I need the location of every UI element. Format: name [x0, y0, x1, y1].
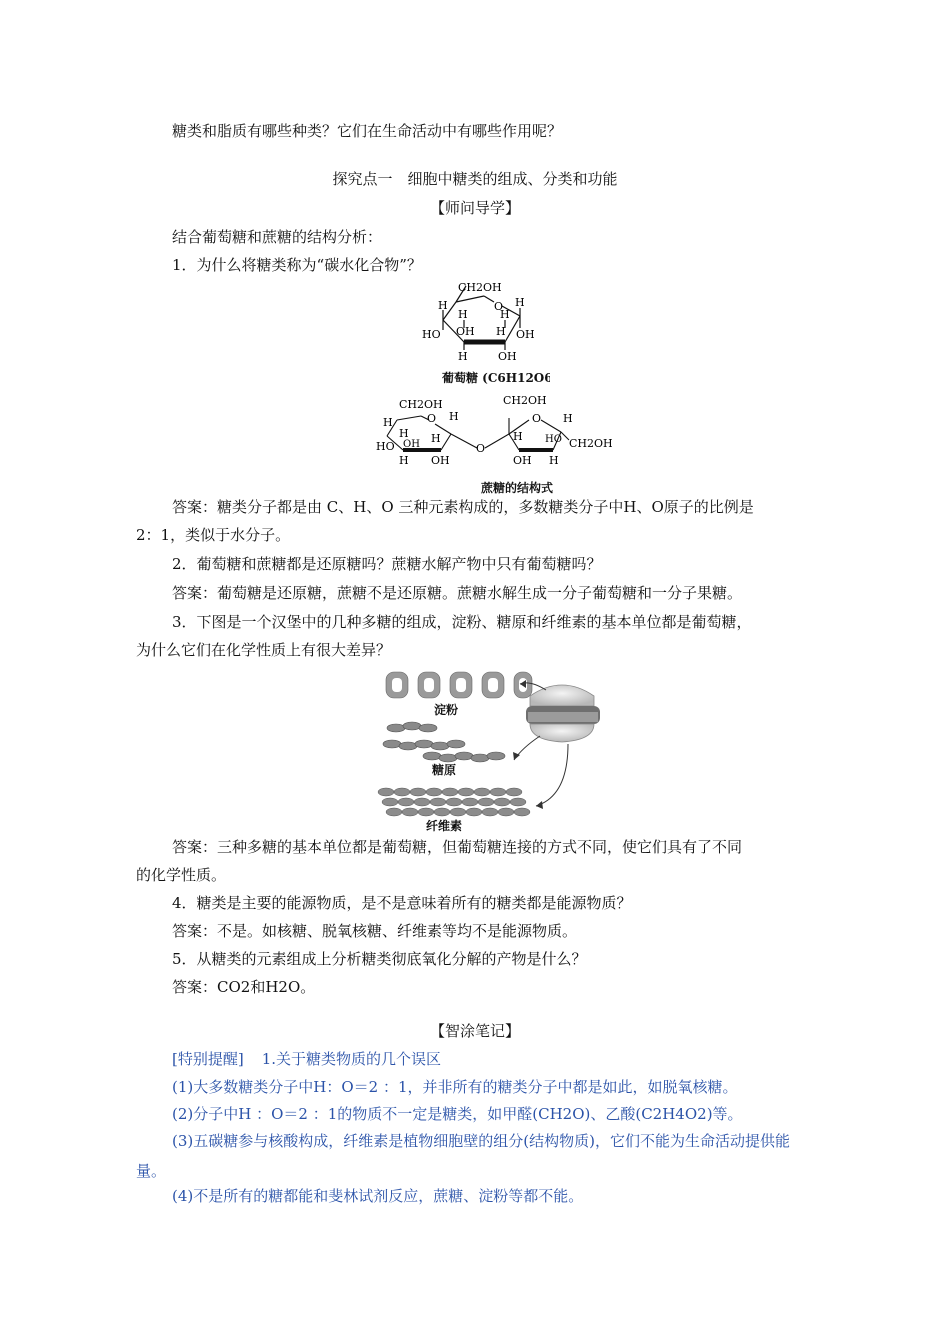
sucrose-structure-figure	[373, 392, 613, 498]
atom-ch2oh: CH2OH	[569, 437, 613, 450]
atom-h: H	[431, 432, 441, 445]
atom-h: H	[449, 410, 459, 423]
atom-oh: OH	[498, 350, 517, 363]
answer-2: 答案：葡萄糖是还原糖，蔗糖不是还原糖。蔗糖水解生成一分子葡萄糖和一分子果糖。	[172, 584, 743, 602]
atom-h: H	[515, 296, 525, 309]
lead-text: 结合葡萄糖和蔗糖的结构分析：	[172, 228, 383, 246]
atom-h: H	[563, 412, 573, 425]
atom-oh: OH	[513, 454, 532, 467]
starch-label: 淀粉	[434, 703, 459, 717]
subsection-heading: 【师问导学】	[429, 199, 520, 217]
atom-ho: HO	[422, 328, 441, 341]
atom-h: H	[458, 350, 468, 363]
answer-3-line-2: 的化学性质。	[136, 866, 227, 884]
tip-item-3: (3)五碳糖参与核酸构成，纤维素是植物细胞壁的组分(结构物质)，它们不能为生命活动提供能量。	[136, 1132, 790, 1180]
atom-h: H	[496, 325, 506, 338]
answer-5: 答案：CO2和H2O。	[172, 978, 316, 996]
question-1: 1．为什么将糖类称为“碳水化合物”？	[172, 256, 422, 274]
answer-3-line-1: 答案：三种多糖的基本单位都是葡萄糖，但葡萄糖连接的方式不同，使它们具有了不同	[172, 838, 743, 856]
atom-glycosidic-o: O	[476, 442, 486, 455]
question-3-line-2: 为什么它们在化学性质上有很大差异？	[136, 641, 392, 659]
atom-oh: OH	[516, 328, 535, 341]
section-title: 探究点一 细胞中糖类的组成、分类和功能	[332, 170, 618, 188]
hamburger-icon	[526, 685, 600, 742]
atom-ch2oh: CH2OH	[399, 398, 443, 411]
atom-h: H	[513, 430, 523, 443]
atom-h: H	[500, 308, 510, 321]
cellulose-label: 纤维素	[426, 819, 463, 832]
answer-4: 答案：不是。如核糖、脱氧核糖、纤维素等均不是能源物质。	[172, 922, 578, 940]
tip-heading-line	[172, 1046, 852, 1072]
atom-oh: OH	[431, 454, 450, 467]
polysaccharide-hamburger-figure	[372, 666, 622, 832]
tip-item-4: (4)不是所有的糖都能和斐林试剂反应，蔗糖、淀粉等都不能。	[172, 1187, 584, 1205]
atom-h: H	[458, 308, 468, 321]
sucrose-caption: 蔗糖的结构式	[481, 481, 554, 495]
tip-heading: 1.关于糖类物质的几个误区	[261, 1050, 442, 1068]
atom-h: H	[438, 299, 448, 312]
special-reminder-tag: [特别提醒]	[172, 1050, 244, 1068]
atom-ch2oh: CH2OH	[503, 394, 547, 407]
glycogen-label: 糖原	[432, 763, 457, 777]
intro-question: 糖类和脂质有哪些种类？它们在生命活动中有哪些作用呢？	[172, 122, 563, 140]
atom-o: O	[427, 412, 437, 425]
atom-ho: HO	[376, 440, 395, 453]
notes-title: 【智涂笔记】	[429, 1022, 520, 1040]
question-2: 2．葡萄糖和蔗糖都是还原糖吗？蔗糖水解产物中只有葡萄糖吗？	[172, 555, 602, 573]
atom-h: H	[549, 454, 559, 467]
atom-ho: HO	[545, 434, 562, 445]
atom-h: H	[383, 416, 393, 429]
question-4: 4．糖类是主要的能源物质，是不是意味着所有的糖类都是能源物质？	[172, 894, 632, 912]
question-3-line-1: 3．下图是一个汉堡中的几种多糖的组成，淀粉、糖原和纤维素的基本单位都是葡萄糖，	[172, 613, 752, 631]
question-5: 5．从糖类的元素组成上分析糖类彻底氧化分解的产物是什么？	[172, 950, 587, 968]
atom-h: H	[399, 427, 409, 440]
atom-ch2oh: CH2OH	[458, 281, 502, 294]
glucose-caption: 葡萄糖 (C6H12O6)	[442, 371, 550, 385]
atom-ring-oxygen: O	[494, 300, 504, 313]
atom-oh: OH	[403, 439, 420, 450]
glucose-structure-figure	[420, 280, 550, 388]
atom-oh: OH	[456, 325, 475, 338]
tip-item-1: (1)大多数糖类分子中H：O＝2 ：1，并非所有的糖类分子中都是如此，如脱氧核糖。	[172, 1078, 738, 1096]
answer-1-line-1: 答案：糖类分子都是由 C、H、O 三种元素构成的，多数糖类分子中H、O原子的比例是	[172, 498, 754, 516]
atom-o: O	[532, 412, 542, 425]
tip-item-2: (2)分子中H ：O＝2 ：1的物质不一定是糖类，如甲醛(CH2O)、乙酸(C2H4O2)等。	[172, 1105, 743, 1123]
answer-1-line-2: 2：1，类似于水分子。	[136, 526, 291, 544]
atom-h: H	[399, 454, 409, 467]
